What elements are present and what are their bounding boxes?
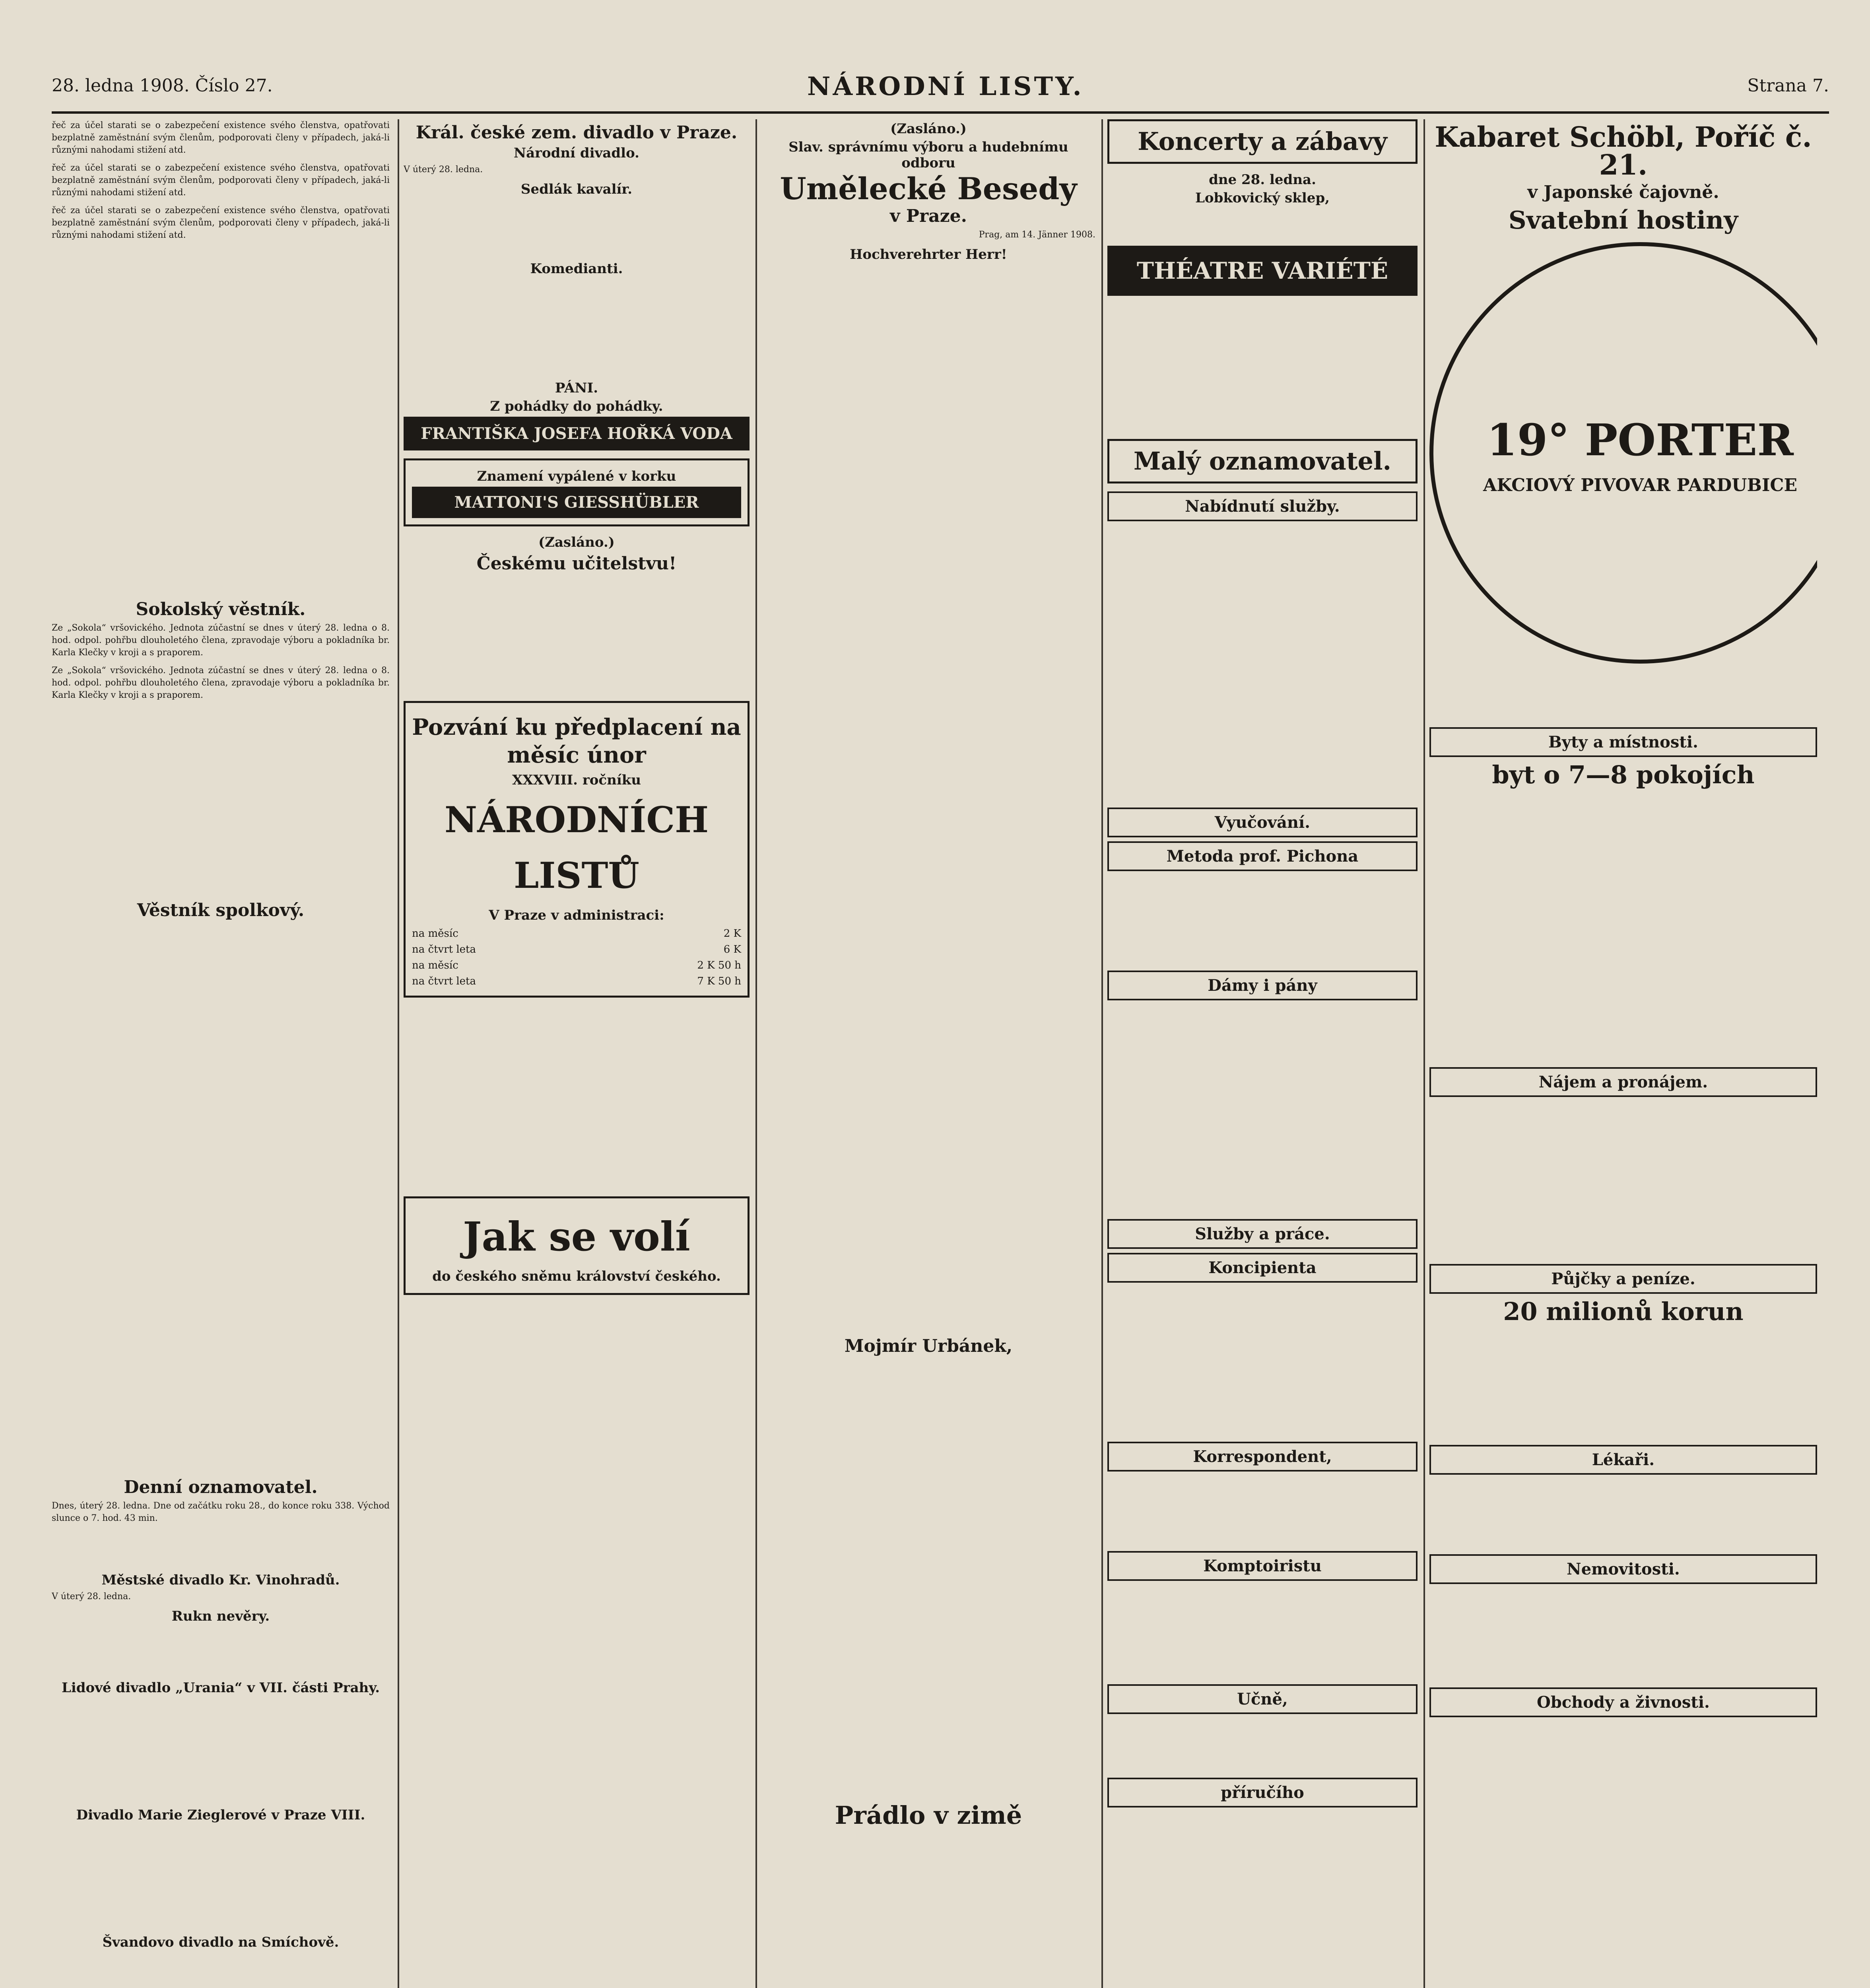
ad-heading: Dámy i pány	[1107, 971, 1418, 1000]
column-4	[1107, 119, 1418, 1988]
najem-heading: Nájem a pronájem.	[1429, 1067, 1817, 1097]
pradlo-heading: Prádlo v zimě	[835, 1801, 1022, 1830]
column-1	[52, 119, 390, 1988]
national-theatre-heading: Král. české zem. divadlo v Praze.	[416, 122, 738, 143]
obchody-heading: Obchody a živnosti.	[1429, 1687, 1817, 1717]
play-sedlak: Sedlák kavalír.	[520, 181, 633, 197]
zasl-label-3: (Zasláno.)	[890, 121, 967, 137]
spolky-heading: Věstník spolkový.	[137, 900, 305, 920]
price-row: na měsíc 2 K 50 h	[412, 959, 741, 971]
play-komedianti: Komedianti.	[530, 261, 623, 277]
theatre-ziegler-heading: Divadlo Marie Zieglerové v Praze VIII.	[76, 1807, 365, 1823]
column-3	[761, 119, 1095, 1988]
svatebni-heading: Svatební hostiny	[1508, 206, 1738, 235]
jak-se-voli-title: Jak se volí	[463, 1213, 690, 1260]
letter-signature: Mojmír Urbánek,	[844, 1336, 1013, 1356]
jak-se-voli-ad	[404, 1196, 750, 1295]
byty-heading: Byty a místnosti.	[1429, 727, 1817, 757]
price-row: na čtvrt leta 7 K 50 h	[412, 975, 741, 987]
lekari-heading: Lékaři.	[1429, 1445, 1817, 1475]
subscription-heading: Pozvání ku předplacení na měsíc únor	[412, 714, 741, 768]
price-row: na čtvrt leta 6 K	[412, 944, 741, 955]
theatre-svanda-heading: Švandovo divadlo na Smíchově.	[102, 1934, 339, 1950]
ad-heading: Metoda prof. Pichona	[1107, 841, 1418, 871]
jak-se-voli-sub: do českého sněmu království českého.	[432, 1268, 721, 1284]
ad-heading: Učně,	[1107, 1684, 1418, 1714]
ad-heading: Vyučování.	[1107, 808, 1418, 837]
sokol-text-2: Ze „Sokola“ vršovického. Jednota zúčastní se dnes v úterý 28. ledna o 8. hod. odpol. pohřbu dlouholetého člena, zpravodaje výboru a pokladníka br. Karla Klečky v kroji a s praporem.	[52, 666, 390, 700]
mattoni-ad	[404, 458, 750, 526]
letter-place: Prag, am 14. Jänner 1908.	[979, 230, 1095, 240]
koncerty-date: dne 28. ledna.	[1209, 172, 1316, 188]
mattoni-heading: Znamení vypálené v korku	[477, 468, 676, 484]
column-5	[1429, 119, 1817, 1988]
national-theatre-day: V úterý 28. ledna.	[404, 165, 483, 175]
frantiska-ad: FRANTIŠKA JOSEFA HOŘKÁ VODA	[404, 417, 750, 450]
ad-heading: příručího	[1107, 1778, 1418, 1807]
page-number: Strana 7.	[1747, 76, 1829, 96]
ad-heading: Nabídnutí služby.	[1107, 491, 1418, 521]
miliony-heading: 20 milionů korun	[1503, 1297, 1744, 1326]
subscription-admin: V Praze v administraci:	[489, 907, 664, 923]
porter-title: 19° PORTER	[1487, 414, 1794, 466]
theatre-vinohrady-play: Rukn nevěry.	[171, 1608, 270, 1624]
pujcky-heading: Půjčky a peníze.	[1429, 1264, 1817, 1294]
mattoni-logo: MATTONI'S GIESSHÜBLER	[412, 487, 741, 518]
zasl-label: (Zasláno.)	[538, 534, 615, 550]
price-row: na měsíc 2 K	[412, 928, 741, 940]
sokol-heading: Sokolský věstník.	[136, 599, 306, 619]
teachers-heading: Českému učitelstvu!	[476, 553, 677, 574]
intro-text-2: řeč za účel starati se o zabezpečení existence svého členstva, opatřovati bezplatně zaměstnání svým členům, podporovati členy v případech, jaká-li různými nahodami stižení atd.	[52, 163, 390, 198]
national-theatre-sub: Národní divadlo.	[513, 145, 640, 161]
letter-salutation: Hochverehrter Herr!	[850, 247, 1007, 262]
oznamovatel-heading: Denní oznamovatel.	[124, 1477, 318, 1497]
newspaper-title: NÁRODNÍ LISTY.	[807, 72, 1084, 101]
nemovitosti-heading: Nemovitosti.	[1429, 1554, 1817, 1584]
besedy-title: Umělecké Besedy	[780, 171, 1077, 206]
kabaret-heading: Kabaret Schöbl, Poříč č. 21.	[1435, 120, 1812, 181]
koncerty-heading: Koncerty a zábavy	[1107, 119, 1418, 164]
page-header	[52, 68, 1829, 114]
subscription-year: XXXVIII. ročníku	[512, 772, 641, 788]
ad-heading: Služby a práce.	[1107, 1219, 1418, 1249]
sokol-text: Ze „Sokola“ vršovického. Jednota zúčastní se dnes v úterý 28. ledna o 8. hod. odpol. pohřbu dlouholetého člena, zpravodaje výboru a pokladníka br. Karla Klečky v kroji a s praporem.	[52, 623, 390, 658]
column-2	[404, 119, 750, 1988]
ad-heading: Koncipienta	[1107, 1253, 1418, 1283]
issue-date: 28. ledna 1908. Číslo 27.	[52, 76, 273, 96]
besedy-head: Slav. správnímu výboru a hudebnímu odboru	[788, 139, 1068, 171]
oznamovatel-text: Dnes, úterý 28. ledna. Dne od začátku roku 28., do konce roku 338. Východ slunce o 7. hod. 43 min.	[52, 1501, 390, 1523]
porter-ad	[1429, 242, 1817, 664]
theatre-vinohrady-day: V úterý 28. ledna.	[52, 1592, 131, 1602]
maly-oznamovatel-heading: Malý oznamovatel.	[1107, 439, 1418, 483]
theatre-vinohrady-heading: Městské divadlo Kr. Vinohradů.	[101, 1572, 340, 1588]
porter-brewery: AKCIOVÝ PIVOVAR PARDUBICE	[1483, 475, 1797, 495]
theatre-variete-ad: THÉATRE VARIÉTÉ	[1107, 246, 1418, 296]
ad-heading: Komptoiristu	[1107, 1551, 1418, 1581]
play-pohadky: Z pohádky do pohádky.	[490, 398, 663, 414]
japan-heading: v Japonské čajovně.	[1527, 182, 1719, 202]
intro-text: řeč za účel starati se o zabezpečení existence svého členstva, opatřovati bezplatně zaměstnání svým členům, podporovati členy v případech, jaká-li různými nahodami stižení atd.	[52, 120, 390, 155]
intro-text-3: řeč za účel starati se o zabezpečení existence svého členstva, opatřovati bezplatně zaměstnání svým členům, podporovati členy v případech, jaká-li různými nahodami stižení atd.	[52, 206, 390, 240]
lobkovicky-ad: Lobkovický sklep,	[1195, 190, 1330, 206]
besedy-city: v Praze.	[890, 206, 967, 226]
subscription-paper: NÁRODNÍCH LISTŮ	[444, 799, 709, 897]
theatre-urania-heading: Lidové divadlo „Urania“ v VII. části Prahy.	[61, 1680, 380, 1696]
ad-heading: Korrespondent,	[1107, 1442, 1418, 1472]
pokoje-heading: byt o 7—8 pokojích	[1492, 760, 1755, 789]
play-pani: PÁNI.	[555, 380, 598, 396]
subscription-box	[404, 701, 750, 998]
